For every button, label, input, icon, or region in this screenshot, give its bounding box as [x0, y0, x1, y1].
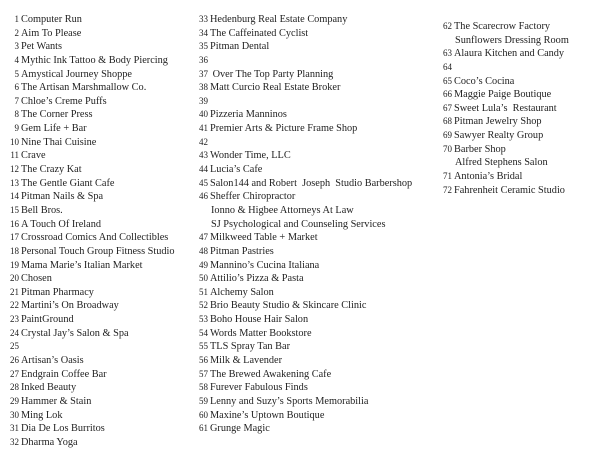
business-name: Gem Life + Bar	[21, 123, 87, 135]
list-item	[199, 54, 412, 68]
item-number: 13	[10, 177, 19, 188]
item-number: 59	[199, 395, 208, 406]
business-name: Personal Touch Group Fitness Studio	[21, 245, 175, 257]
business-name: Bell Bros.	[21, 204, 63, 216]
item-number: 37	[199, 68, 208, 79]
list-item	[443, 61, 569, 75]
business-name: PaintGround	[21, 314, 74, 326]
business-name: TLS Spray Tan Bar	[210, 341, 291, 353]
item-number: 16	[10, 218, 19, 229]
list-item	[199, 177, 412, 191]
item-number: 27	[10, 368, 19, 379]
business-name: Pitman Nails & Spa	[21, 191, 104, 203]
item-number: 34	[199, 27, 208, 38]
business-name: Over The Top Party Planning	[210, 68, 334, 80]
business-name: SJ Psychological and Counseling Services	[211, 218, 386, 230]
list-item	[9, 327, 175, 341]
business-name: Pitman Dental	[210, 41, 270, 53]
business-name: Sheffer Chiropractor	[210, 191, 296, 203]
business-name: Antonia’s Bridal	[454, 171, 523, 183]
item-number: 14	[10, 191, 19, 202]
list-item	[9, 204, 175, 218]
item-number: 58	[199, 382, 208, 393]
list-item	[199, 231, 412, 245]
list-item	[199, 40, 412, 54]
list-item	[9, 340, 175, 354]
item-number: 36	[199, 54, 208, 65]
business-name: Brio Beauty Studio & Skincare Clinic	[210, 300, 367, 312]
business-name: The Corner Press	[21, 109, 93, 121]
item-number: 20	[10, 273, 19, 284]
business-name: The Crazy Kat	[21, 164, 82, 176]
list-item	[199, 354, 412, 368]
item-number: 67	[443, 102, 452, 113]
list-item	[199, 68, 412, 82]
business-name: Artisan’s Oasis	[21, 355, 84, 367]
item-number: 39	[199, 95, 208, 106]
business-name: Words Matter Bookstore	[210, 327, 312, 339]
business-name: Inked Beauty	[21, 382, 77, 394]
item-number: 23	[10, 314, 19, 325]
item-number: 70	[443, 143, 452, 154]
list-item	[9, 190, 175, 204]
list-item	[199, 340, 412, 354]
list-item	[443, 115, 569, 129]
item-number: 56	[199, 355, 208, 366]
business-name: Barber Shop	[454, 143, 506, 155]
business-name: Ionno & Higbee Attorneys At Law	[211, 204, 354, 216]
item-number: 6	[14, 82, 19, 93]
item-number: 53	[199, 314, 208, 325]
item-number: 26	[10, 355, 19, 366]
business-name: Lenny and Suzy’s Sports Memorabilia	[210, 395, 369, 407]
item-number: 2	[14, 27, 19, 38]
business-name: Aim To Please	[21, 27, 82, 39]
list-item	[199, 122, 412, 136]
item-number: 11	[10, 150, 19, 161]
business-name: Wonder Time, LLC	[210, 150, 291, 162]
list-item	[443, 34, 569, 48]
business-name: Endgrain Coffee Bar	[21, 368, 107, 380]
list-item	[199, 272, 412, 286]
list-item	[9, 313, 175, 327]
list-item	[9, 13, 175, 27]
business-name: Fahrenheit Ceramic Studio	[454, 184, 565, 196]
list-item	[199, 218, 412, 232]
item-number: 8	[14, 109, 19, 120]
item-number: 21	[10, 286, 19, 297]
item-number: 47	[199, 232, 208, 243]
business-name: Computer Run	[21, 14, 82, 25]
business-name: Grunge Magic	[210, 423, 270, 435]
list-item	[9, 218, 175, 232]
list-item	[9, 409, 175, 423]
item-number: 72	[443, 184, 452, 195]
item-number: 64	[443, 61, 452, 72]
list-item	[199, 245, 412, 259]
business-name: Mythic Ink Tattoo & Body Piercing	[21, 54, 168, 66]
business-name: Premier Arts & Picture Frame Shop	[210, 123, 358, 135]
item-number: 32	[10, 436, 19, 447]
business-name: Boho House Hair Salon	[210, 314, 309, 326]
list-item	[443, 20, 569, 34]
list-item	[443, 156, 569, 170]
item-number: 19	[10, 259, 19, 270]
list-item	[199, 299, 412, 313]
business-name: Milkweed Table + Market	[210, 232, 318, 244]
business-name: Crystal Jay’s Salon & Spa	[21, 327, 129, 339]
item-number: 52	[199, 300, 208, 311]
list-item	[9, 286, 175, 300]
list-item	[443, 75, 569, 89]
business-name: Crave	[21, 150, 46, 162]
item-number: 41	[199, 123, 208, 134]
business-list-column-1	[9, 13, 175, 450]
item-number: 48	[199, 245, 208, 256]
list-item	[199, 286, 412, 300]
list-item	[9, 299, 175, 313]
list-item	[9, 259, 175, 273]
list-item	[199, 368, 412, 382]
item-number: 42	[199, 136, 208, 147]
business-name: Chloe’s Creme Puffs	[21, 95, 107, 107]
item-number: 35	[199, 41, 208, 52]
item-number: 5	[14, 68, 19, 79]
list-item	[9, 108, 175, 122]
business-name: Alchemy Salon	[210, 286, 274, 298]
business-name: The Artisan Marshmallow Co.	[21, 82, 147, 94]
business-name: Sawyer Realty Group	[454, 130, 544, 142]
list-item	[199, 81, 412, 95]
list-item	[199, 163, 412, 177]
business-name: Martini’s On Broadway	[21, 300, 119, 312]
item-number: 28	[10, 382, 19, 393]
list-item	[9, 54, 175, 68]
item-number: 62	[443, 21, 452, 31]
business-name: Attilio’s Pizza & Pasta	[210, 273, 304, 285]
business-name: Maxine’s Uptown Boutique	[210, 409, 325, 421]
list-item	[9, 40, 175, 54]
item-number: 22	[10, 300, 19, 311]
list-item	[9, 422, 175, 436]
item-number: 30	[10, 409, 19, 420]
item-number: 29	[10, 395, 19, 406]
business-name: Dia De Los Burritos	[21, 423, 105, 435]
item-number: 63	[443, 48, 452, 59]
list-item	[9, 122, 175, 136]
business-name: Pitman Pastries	[210, 245, 274, 257]
business-name: Mannino’s Cucina Italiana	[210, 259, 320, 271]
list-item	[9, 163, 175, 177]
business-name: Matt Curcio Real Estate Broker	[210, 82, 341, 94]
list-item	[199, 422, 412, 436]
list-item	[9, 81, 175, 95]
list-item	[9, 368, 175, 382]
list-item	[9, 149, 175, 163]
item-number: 46	[199, 191, 208, 202]
list-item	[9, 354, 175, 368]
list-item	[199, 190, 412, 204]
business-name: Milk & Lavender	[210, 355, 283, 367]
list-item	[199, 381, 412, 395]
item-number: 66	[443, 89, 452, 100]
item-number: 31	[10, 423, 19, 434]
business-name: The Gentle Giant Cafe	[21, 177, 115, 189]
item-number: 50	[199, 273, 208, 284]
item-number: 33	[199, 14, 208, 24]
business-name: Chosen	[21, 273, 52, 285]
business-name: Pet Wants	[21, 41, 63, 53]
business-name: Ming Lok	[21, 409, 63, 421]
list-item	[443, 47, 569, 61]
list-item	[199, 395, 412, 409]
list-item	[199, 204, 412, 218]
list-item	[9, 231, 175, 245]
item-number: 10	[10, 136, 19, 147]
list-item	[199, 95, 412, 109]
item-number: 54	[199, 327, 208, 338]
business-name: Amystical Journey Shoppe	[21, 68, 132, 80]
business-name: Furever Fabulous Finds	[210, 382, 308, 394]
business-name: The Brewed Awakening Cafe	[210, 368, 332, 380]
list-item	[443, 129, 569, 143]
list-item	[443, 184, 569, 198]
item-number: 25	[10, 341, 19, 352]
item-number: 1	[14, 14, 19, 24]
business-name: Salon144 and Robert Joseph Studio Barbershop	[210, 177, 413, 189]
business-name: Pitman Pharmacy	[21, 286, 94, 298]
item-number: 68	[443, 116, 452, 127]
item-number: 38	[199, 82, 208, 93]
list-item	[199, 27, 412, 41]
list-item	[199, 313, 412, 327]
item-number: 49	[199, 259, 208, 270]
item-number: 24	[10, 327, 19, 338]
business-name: The Caffeinated Cyclist	[210, 27, 309, 39]
list-item	[443, 88, 569, 102]
business-name: Pitman Jewelry Shop	[454, 116, 542, 128]
list-item	[199, 13, 412, 27]
item-number: 3	[14, 41, 19, 52]
item-number: 55	[199, 341, 208, 352]
list-item	[199, 259, 412, 273]
business-name: Alaura Kitchen and Candy	[454, 48, 565, 60]
item-number: 12	[10, 164, 19, 175]
item-number: 18	[10, 245, 19, 256]
item-number: 45	[199, 177, 208, 188]
item-number: 4	[14, 54, 19, 65]
list-item	[443, 143, 569, 157]
list-item	[9, 436, 175, 450]
item-number: 40	[199, 109, 208, 120]
item-number: 44	[199, 164, 208, 175]
business-name: Hammer & Stain	[21, 395, 92, 407]
item-number: 15	[10, 204, 19, 215]
business-name: Maggie Paige Boutique	[454, 89, 552, 101]
list-item	[199, 409, 412, 423]
business-name: Coco’s Cocina	[454, 75, 515, 87]
list-item	[9, 68, 175, 82]
item-number: 43	[199, 150, 208, 161]
list-item	[199, 108, 412, 122]
list-item	[199, 149, 412, 163]
item-number: 57	[199, 368, 208, 379]
business-name: Sunflowers Dressing Room	[455, 34, 569, 46]
business-name: Mama Marie’s Italian Market	[21, 259, 143, 271]
list-item	[199, 327, 412, 341]
business-name: Hedenburg Real Estate Company	[210, 14, 348, 25]
list-item	[9, 272, 175, 286]
list-item	[9, 136, 175, 150]
item-number: 17	[10, 232, 19, 243]
list-item	[9, 177, 175, 191]
business-name: Pizzeria Manninos	[210, 109, 287, 121]
business-name: Alfred Stephens Salon	[455, 157, 548, 169]
item-number: 65	[443, 75, 452, 86]
list-item	[199, 136, 412, 150]
item-number: 69	[443, 130, 452, 141]
item-number: 51	[199, 286, 208, 297]
item-number: 61	[199, 423, 208, 434]
business-name: Lucia’s Cafe	[210, 164, 263, 176]
list-item	[443, 102, 569, 116]
business-name: Nine Thai Cuisine	[21, 136, 97, 148]
list-item	[9, 381, 175, 395]
item-number: 71	[443, 171, 452, 182]
business-name: Dharma Yoga	[21, 436, 78, 448]
business-name: Crossroad Comics And Collectibles	[21, 232, 169, 244]
item-number: 7	[14, 95, 19, 106]
item-number: 9	[14, 123, 19, 134]
list-item	[443, 170, 569, 184]
business-name: Sweet Lula’s Restaurant	[454, 102, 557, 114]
item-number: 60	[199, 409, 208, 420]
business-list-column-2	[199, 13, 412, 436]
list-item	[9, 27, 175, 41]
list-item	[9, 95, 175, 109]
list-item	[9, 395, 175, 409]
list-item	[9, 245, 175, 259]
business-name: A Touch Of Ireland	[21, 218, 102, 230]
business-list-column-3	[443, 20, 569, 197]
business-name: The Scarecrow Factory	[454, 21, 551, 32]
